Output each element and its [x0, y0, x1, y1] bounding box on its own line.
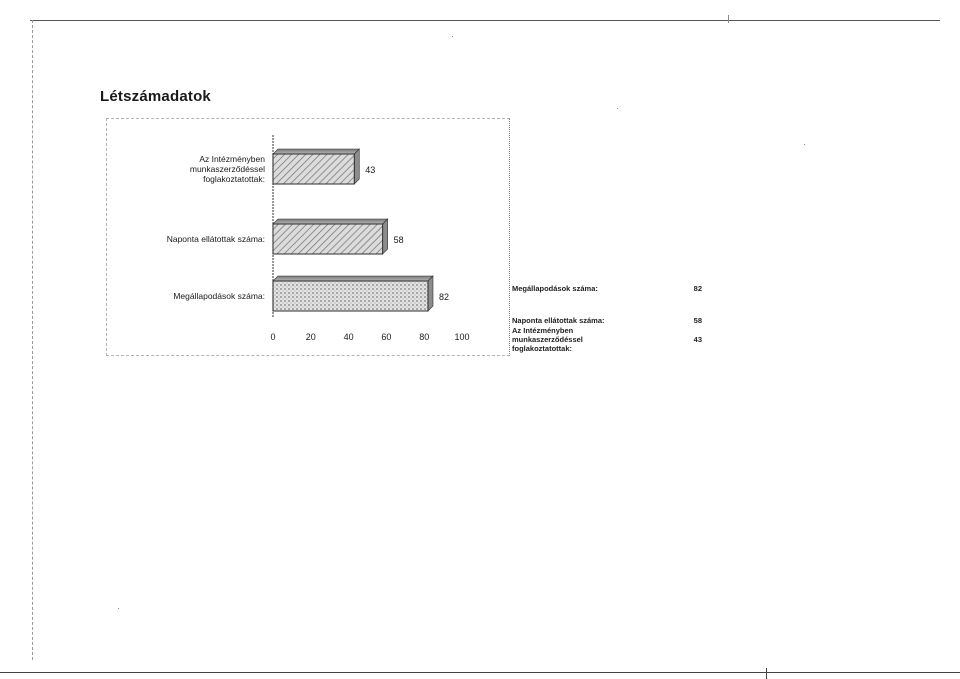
- bar: [273, 224, 383, 254]
- data-table-row: [512, 326, 708, 353]
- x-tick-label: 40: [343, 332, 354, 342]
- bar-side-face: [428, 276, 433, 311]
- bar-data-label: 43: [365, 165, 376, 175]
- bar: [273, 281, 428, 311]
- data-table-label: Naponta ellátottak száma:: [512, 316, 605, 325]
- data-table-value: 43: [693, 335, 702, 344]
- scan-speck: [617, 108, 618, 109]
- data-table-row: [512, 284, 708, 316]
- category-label: Megállapodások száma:: [173, 291, 265, 301]
- bar-top-face: [273, 276, 433, 281]
- data-table: [512, 284, 708, 353]
- category-label: Naponta ellátottak száma:: [166, 234, 265, 244]
- data-table-label: Megállapodások száma:: [512, 284, 598, 293]
- category-label: munkaszerződéssel: [189, 164, 265, 174]
- scan-speck: [118, 608, 119, 609]
- x-tick-label: 20: [305, 332, 316, 342]
- data-table-value: 82: [693, 284, 702, 293]
- bar-side-face: [354, 149, 359, 184]
- bar-top-face: [273, 219, 388, 224]
- scan-speck: [452, 36, 453, 37]
- scan-speck: [804, 144, 805, 145]
- bar-data-label: 58: [393, 235, 404, 245]
- x-tick-label: 0: [270, 332, 276, 342]
- bar: [273, 154, 354, 184]
- page-title: Létszámadatok: [100, 88, 211, 105]
- data-table-label: Az Intézményben munkaszerződéssel foglakoztatottak:: [512, 326, 583, 353]
- bar-side-face: [383, 219, 388, 254]
- data-table-value: 58: [693, 316, 702, 325]
- category-label: Az Intézményben: [199, 154, 265, 164]
- x-tick-label: 100: [454, 332, 470, 342]
- category-label: foglakoztatottak:: [203, 174, 265, 184]
- x-tick-label: 60: [381, 332, 392, 342]
- scan-speck: [728, 15, 729, 23]
- data-table-row: [512, 316, 708, 326]
- bar-data-label: 82: [438, 292, 449, 302]
- bar-top-face: [273, 149, 359, 154]
- x-tick-label: 80: [419, 332, 430, 342]
